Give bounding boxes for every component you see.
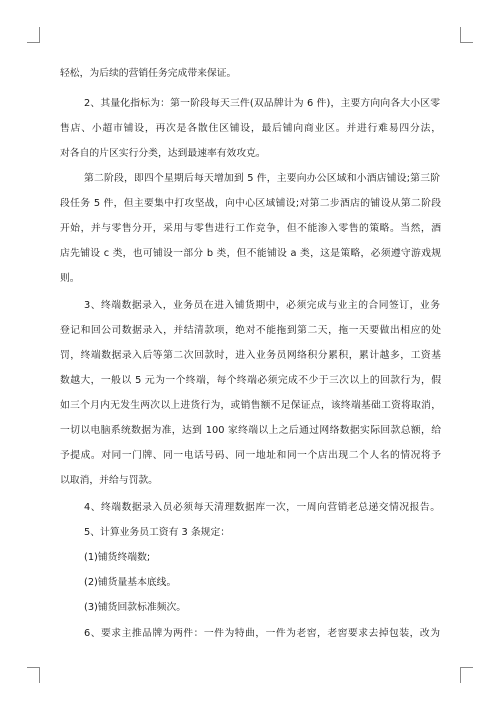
text-line: (2)铺货量基本底线。: [84, 577, 177, 588]
text-line: 4、终端数据录入员必须每天清理数据库一次，一周向营销老总递交情况报告。: [84, 502, 440, 513]
text-line: 如三个月内无发生两次以上进货行为，或销售额不足保证点，该终端基础工资将取消，: [60, 400, 441, 411]
text-line: 5、计算业务员工资有 3 条规定：: [84, 527, 231, 538]
text-line: 3、终端数据录入，业务员在进入铺货期中，必须完成与业主的合同签订，业务: [84, 300, 440, 311]
text-line: 轻松，为后续的营销任务完成带来保证。: [60, 68, 237, 79]
crop-mark-top-right: [460, 27, 473, 43]
text-line: 登记和回公司数据录入，并结清款项，绝对不能拖到第二天，拖一天要做出相应的处: [60, 325, 441, 336]
text-line: 对各自的片区实行分类，达到最速率有效攻克。: [60, 148, 266, 159]
crop-mark-bottom-left: [27, 667, 40, 683]
text-line: (3)铺货回款标准频次。: [84, 602, 187, 613]
text-line: 开始，并与零售分开，采用与零售进行工作竞争，但不能渗入零售的策略。当然，酒: [60, 223, 441, 234]
text-line: 6、要求主推品牌为两件：一件为特曲，一件为老窖，老窖要求去掉包装，改为: [84, 628, 440, 639]
text-line: 以取消，并给与罚款。: [60, 475, 158, 486]
text-line: 数越大，一般以 5 元为一个终端，每个终端必须完成不少于三次以上的回款行为，假: [60, 375, 441, 386]
text-line: (1)铺货终端数;: [84, 552, 151, 563]
text-line: 2、其量化指标为：第一阶段每天三件(双品牌计为 6 件)，主要方向向各大小区零: [84, 98, 440, 109]
text-line: 则。: [60, 273, 80, 284]
text-line: 段任务 5 件，但主要集中打攻坚战，向中心区域铺设;对第二步酒店的铺设从第二阶段: [60, 198, 441, 209]
text-line: 予提成。对同一门牌、同一电话号码、同一地址和同一个店出现二个人名的情况将予: [60, 450, 441, 461]
crop-mark-bottom-right: [460, 667, 473, 683]
crop-mark-top-left: [27, 27, 40, 43]
text-line: 第二阶段，即四个星期后每天增加到 5 件，主要向办公区域和小酒店铺设;第三阶: [84, 173, 440, 184]
text-line: 一切以电脑系统数据为准，达到 100 家终端以上之后通过网络数据实际回款总额，给: [60, 425, 441, 436]
text-line: 店先铺设 c 类，也可铺设一部分 b 类，但不能铺设 a 类，这是策略，必须遵守游戏规: [60, 248, 441, 259]
text-line: 售店、小超市铺设，再次是各散住区铺设，最后铺向商业区。并进行难易四分法，: [60, 123, 441, 134]
text-line: 罚，终端数据录入后等第二次回款时，进入业务员网络积分累积，累计越多，工资基: [60, 350, 441, 361]
